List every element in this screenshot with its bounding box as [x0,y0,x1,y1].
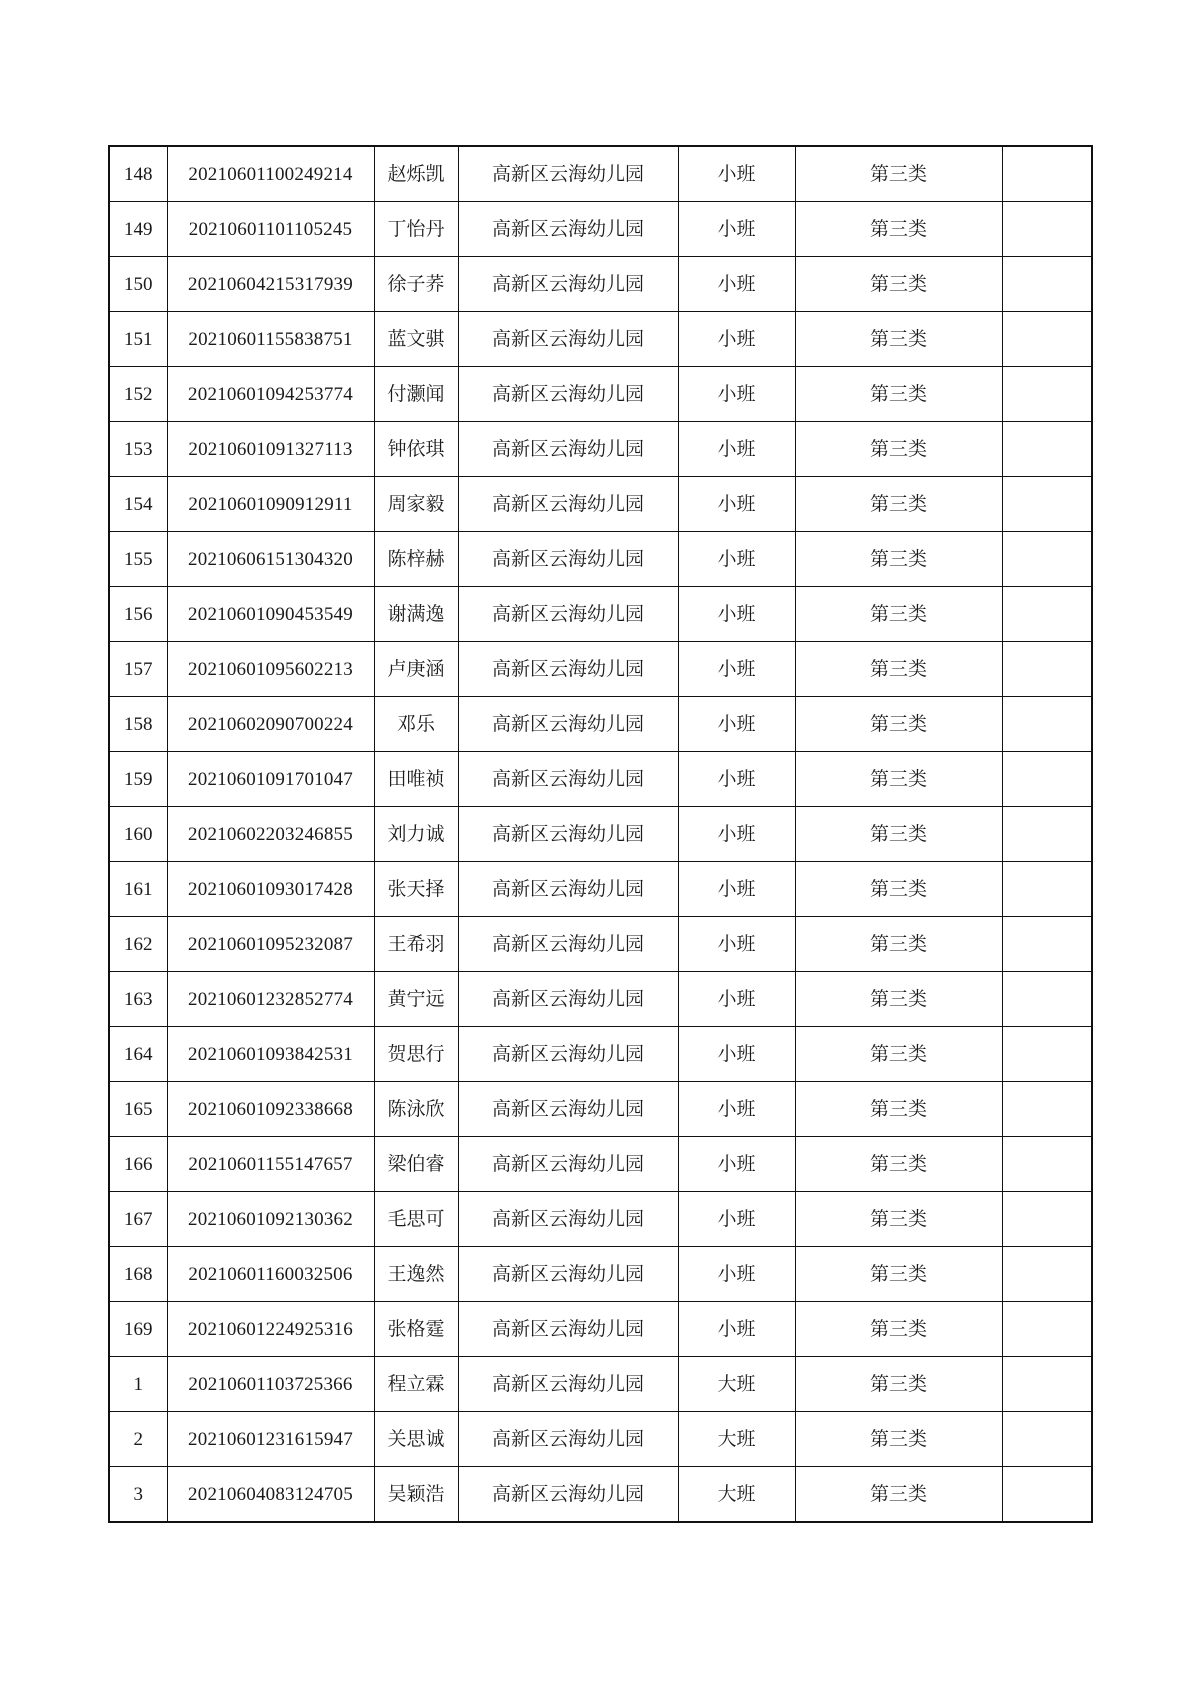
registration-code-cell: 20210601090912911 [167,477,374,532]
class-level-cell: 小班 [678,1137,795,1192]
student-name-cell: 付灏闻 [374,367,458,422]
class-level-cell: 小班 [678,697,795,752]
category-cell: 第三类 [795,422,1002,477]
class-level-cell: 小班 [678,422,795,477]
category-cell: 第三类 [795,917,1002,972]
kindergarten-name-cell: 高新区云海幼儿园 [458,862,678,917]
student-name-cell: 梁伯睿 [374,1137,458,1192]
table-row [109,917,1092,972]
category-cell: 第三类 [795,1467,1002,1523]
category-cell: 第三类 [795,862,1002,917]
remarks-cell [1002,972,1092,1027]
table-row [109,1137,1092,1192]
row-number-cell: 164 [109,1027,167,1082]
kindergarten-name-cell: 高新区云海幼儿园 [458,917,678,972]
table-row [109,146,1092,202]
category-cell: 第三类 [795,1357,1002,1412]
class-level-cell: 小班 [678,477,795,532]
remarks-cell [1002,1192,1092,1247]
category-cell: 第三类 [795,1412,1002,1467]
row-number-cell: 167 [109,1192,167,1247]
row-number-cell: 160 [109,807,167,862]
table-row [109,752,1092,807]
remarks-cell [1002,1247,1092,1302]
row-number-cell: 2 [109,1412,167,1467]
remarks-cell [1002,146,1092,202]
class-level-cell: 大班 [678,1412,795,1467]
registration-code-cell: 20210601091701047 [167,752,374,807]
student-name-cell: 黄宁远 [374,972,458,1027]
student-name-cell: 丁怡丹 [374,202,458,257]
table-row [109,587,1092,642]
table-row [109,972,1092,1027]
kindergarten-name-cell: 高新区云海幼儿园 [458,697,678,752]
row-number-cell: 3 [109,1467,167,1523]
student-name-cell: 邓乐 [374,697,458,752]
kindergarten-name-cell: 高新区云海幼儿园 [458,1302,678,1357]
class-level-cell: 小班 [678,587,795,642]
registration-code-cell: 20210601155147657 [167,1137,374,1192]
remarks-cell [1002,1357,1092,1412]
category-cell: 第三类 [795,1247,1002,1302]
remarks-cell [1002,257,1092,312]
class-level-cell: 小班 [678,1302,795,1357]
row-number-cell: 165 [109,1082,167,1137]
remarks-cell [1002,1302,1092,1357]
kindergarten-name-cell: 高新区云海幼儿园 [458,587,678,642]
category-cell: 第三类 [795,1137,1002,1192]
student-name-cell: 刘力诚 [374,807,458,862]
student-name-cell: 蓝文骐 [374,312,458,367]
registration-code-cell: 20210601091327113 [167,422,374,477]
table-row [109,532,1092,587]
row-number-cell: 152 [109,367,167,422]
class-level-cell: 大班 [678,1357,795,1412]
registration-code-cell: 20210601100249214 [167,146,374,202]
kindergarten-name-cell: 高新区云海幼儿园 [458,1357,678,1412]
table-row [109,312,1092,367]
kindergarten-name-cell: 高新区云海幼儿园 [458,1412,678,1467]
student-name-cell: 吴颖浩 [374,1467,458,1523]
table-row [109,697,1092,752]
registration-code-cell: 20210601231615947 [167,1412,374,1467]
registration-code-cell: 20210601101105245 [167,202,374,257]
remarks-cell [1002,862,1092,917]
class-level-cell: 小班 [678,1027,795,1082]
row-number-cell: 148 [109,146,167,202]
student-name-cell: 谢满逸 [374,587,458,642]
table-row [109,257,1092,312]
remarks-cell [1002,697,1092,752]
row-number-cell: 1 [109,1357,167,1412]
kindergarten-name-cell: 高新区云海幼儿园 [458,1137,678,1192]
kindergarten-name-cell: 高新区云海幼儿园 [458,1082,678,1137]
kindergarten-name-cell: 高新区云海幼儿园 [458,202,678,257]
row-number-cell: 163 [109,972,167,1027]
row-number-cell: 161 [109,862,167,917]
roster-table-container [108,145,1091,1523]
student-name-cell: 陈梓赫 [374,532,458,587]
remarks-cell [1002,532,1092,587]
remarks-cell [1002,642,1092,697]
class-level-cell: 小班 [678,752,795,807]
category-cell: 第三类 [795,642,1002,697]
category-cell: 第三类 [795,202,1002,257]
student-name-cell: 关思诚 [374,1412,458,1467]
remarks-cell [1002,752,1092,807]
class-level-cell: 小班 [678,1082,795,1137]
registration-code-cell: 20210601093842531 [167,1027,374,1082]
student-name-cell: 田唯祯 [374,752,458,807]
registration-code-cell: 20210601232852774 [167,972,374,1027]
remarks-cell [1002,367,1092,422]
row-number-cell: 149 [109,202,167,257]
class-level-cell: 小班 [678,1247,795,1302]
row-number-cell: 150 [109,257,167,312]
row-number-cell: 162 [109,917,167,972]
registration-code-cell: 20210601093017428 [167,862,374,917]
registration-code-cell: 20210604215317939 [167,257,374,312]
table-row [109,477,1092,532]
registration-code-cell: 20210601090453549 [167,587,374,642]
table-row [109,367,1092,422]
roster-table-body [109,146,1092,1522]
category-cell: 第三类 [795,146,1002,202]
kindergarten-name-cell: 高新区云海幼儿园 [458,972,678,1027]
student-name-cell: 卢庚涵 [374,642,458,697]
registration-code-cell: 20210601094253774 [167,367,374,422]
class-level-cell: 小班 [678,972,795,1027]
row-number-cell: 155 [109,532,167,587]
row-number-cell: 153 [109,422,167,477]
row-number-cell: 168 [109,1247,167,1302]
table-row [109,1247,1092,1302]
registration-code-cell: 20210602203246855 [167,807,374,862]
row-number-cell: 169 [109,1302,167,1357]
roster-table [108,145,1093,1523]
category-cell: 第三类 [795,257,1002,312]
kindergarten-name-cell: 高新区云海幼儿园 [458,532,678,587]
kindergarten-name-cell: 高新区云海幼儿园 [458,367,678,422]
kindergarten-name-cell: 高新区云海幼儿园 [458,1027,678,1082]
category-cell: 第三类 [795,1027,1002,1082]
table-row [109,862,1092,917]
kindergarten-name-cell: 高新区云海幼儿园 [458,642,678,697]
class-level-cell: 小班 [678,807,795,862]
row-number-cell: 158 [109,697,167,752]
table-row [109,1412,1092,1467]
kindergarten-name-cell: 高新区云海幼儿园 [458,477,678,532]
remarks-cell [1002,1027,1092,1082]
student-name-cell: 王逸然 [374,1247,458,1302]
kindergarten-name-cell: 高新区云海幼儿园 [458,752,678,807]
student-name-cell: 陈泳欣 [374,1082,458,1137]
remarks-cell [1002,202,1092,257]
class-level-cell: 小班 [678,202,795,257]
table-row [109,1082,1092,1137]
category-cell: 第三类 [795,1302,1002,1357]
remarks-cell [1002,587,1092,642]
row-number-cell: 151 [109,312,167,367]
kindergarten-name-cell: 高新区云海幼儿园 [458,1192,678,1247]
remarks-cell [1002,1412,1092,1467]
table-row [109,422,1092,477]
kindergarten-name-cell: 高新区云海幼儿园 [458,422,678,477]
row-number-cell: 157 [109,642,167,697]
category-cell: 第三类 [795,752,1002,807]
remarks-cell [1002,312,1092,367]
class-level-cell: 小班 [678,312,795,367]
category-cell: 第三类 [795,367,1002,422]
kindergarten-name-cell: 高新区云海幼儿园 [458,257,678,312]
class-level-cell: 小班 [678,367,795,422]
category-cell: 第三类 [795,1082,1002,1137]
row-number-cell: 166 [109,1137,167,1192]
table-row [109,1302,1092,1357]
student-name-cell: 毛思可 [374,1192,458,1247]
student-name-cell: 张天择 [374,862,458,917]
table-row [109,1467,1092,1523]
category-cell: 第三类 [795,312,1002,367]
kindergarten-name-cell: 高新区云海幼儿园 [458,312,678,367]
class-level-cell: 小班 [678,917,795,972]
registration-code-cell: 20210602090700224 [167,697,374,752]
row-number-cell: 159 [109,752,167,807]
row-number-cell: 156 [109,587,167,642]
student-name-cell: 赵烁凯 [374,146,458,202]
kindergarten-name-cell: 高新区云海幼儿园 [458,146,678,202]
registration-code-cell: 20210601092338668 [167,1082,374,1137]
student-name-cell: 钟依琪 [374,422,458,477]
class-level-cell: 小班 [678,642,795,697]
remarks-cell [1002,1467,1092,1523]
remarks-cell [1002,477,1092,532]
category-cell: 第三类 [795,477,1002,532]
student-name-cell: 王希羽 [374,917,458,972]
registration-code-cell: 20210601160032506 [167,1247,374,1302]
table-row [109,1027,1092,1082]
category-cell: 第三类 [795,532,1002,587]
class-level-cell: 小班 [678,1192,795,1247]
class-level-cell: 大班 [678,1467,795,1523]
registration-code-cell: 20210601095232087 [167,917,374,972]
kindergarten-name-cell: 高新区云海幼儿园 [458,1247,678,1302]
student-name-cell: 周家毅 [374,477,458,532]
registration-code-cell: 20210606151304320 [167,532,374,587]
category-cell: 第三类 [795,1192,1002,1247]
class-level-cell: 小班 [678,862,795,917]
table-row [109,1357,1092,1412]
student-name-cell: 贺思行 [374,1027,458,1082]
student-name-cell: 张格霆 [374,1302,458,1357]
registration-code-cell: 20210601095602213 [167,642,374,697]
table-row [109,642,1092,697]
registration-code-cell: 20210601103725366 [167,1357,374,1412]
registration-code-cell: 20210604083124705 [167,1467,374,1523]
remarks-cell [1002,422,1092,477]
table-row [109,807,1092,862]
category-cell: 第三类 [795,972,1002,1027]
table-row [109,1192,1092,1247]
row-number-cell: 154 [109,477,167,532]
student-name-cell: 徐子荞 [374,257,458,312]
kindergarten-name-cell: 高新区云海幼儿园 [458,807,678,862]
registration-code-cell: 20210601092130362 [167,1192,374,1247]
remarks-cell [1002,1137,1092,1192]
class-level-cell: 小班 [678,532,795,587]
category-cell: 第三类 [795,697,1002,752]
remarks-cell [1002,1082,1092,1137]
class-level-cell: 小班 [678,257,795,312]
class-level-cell: 小班 [678,146,795,202]
registration-code-cell: 20210601224925316 [167,1302,374,1357]
remarks-cell [1002,807,1092,862]
category-cell: 第三类 [795,587,1002,642]
registration-code-cell: 20210601155838751 [167,312,374,367]
table-row [109,202,1092,257]
student-name-cell: 程立霖 [374,1357,458,1412]
remarks-cell [1002,917,1092,972]
kindergarten-name-cell: 高新区云海幼儿园 [458,1467,678,1523]
category-cell: 第三类 [795,807,1002,862]
